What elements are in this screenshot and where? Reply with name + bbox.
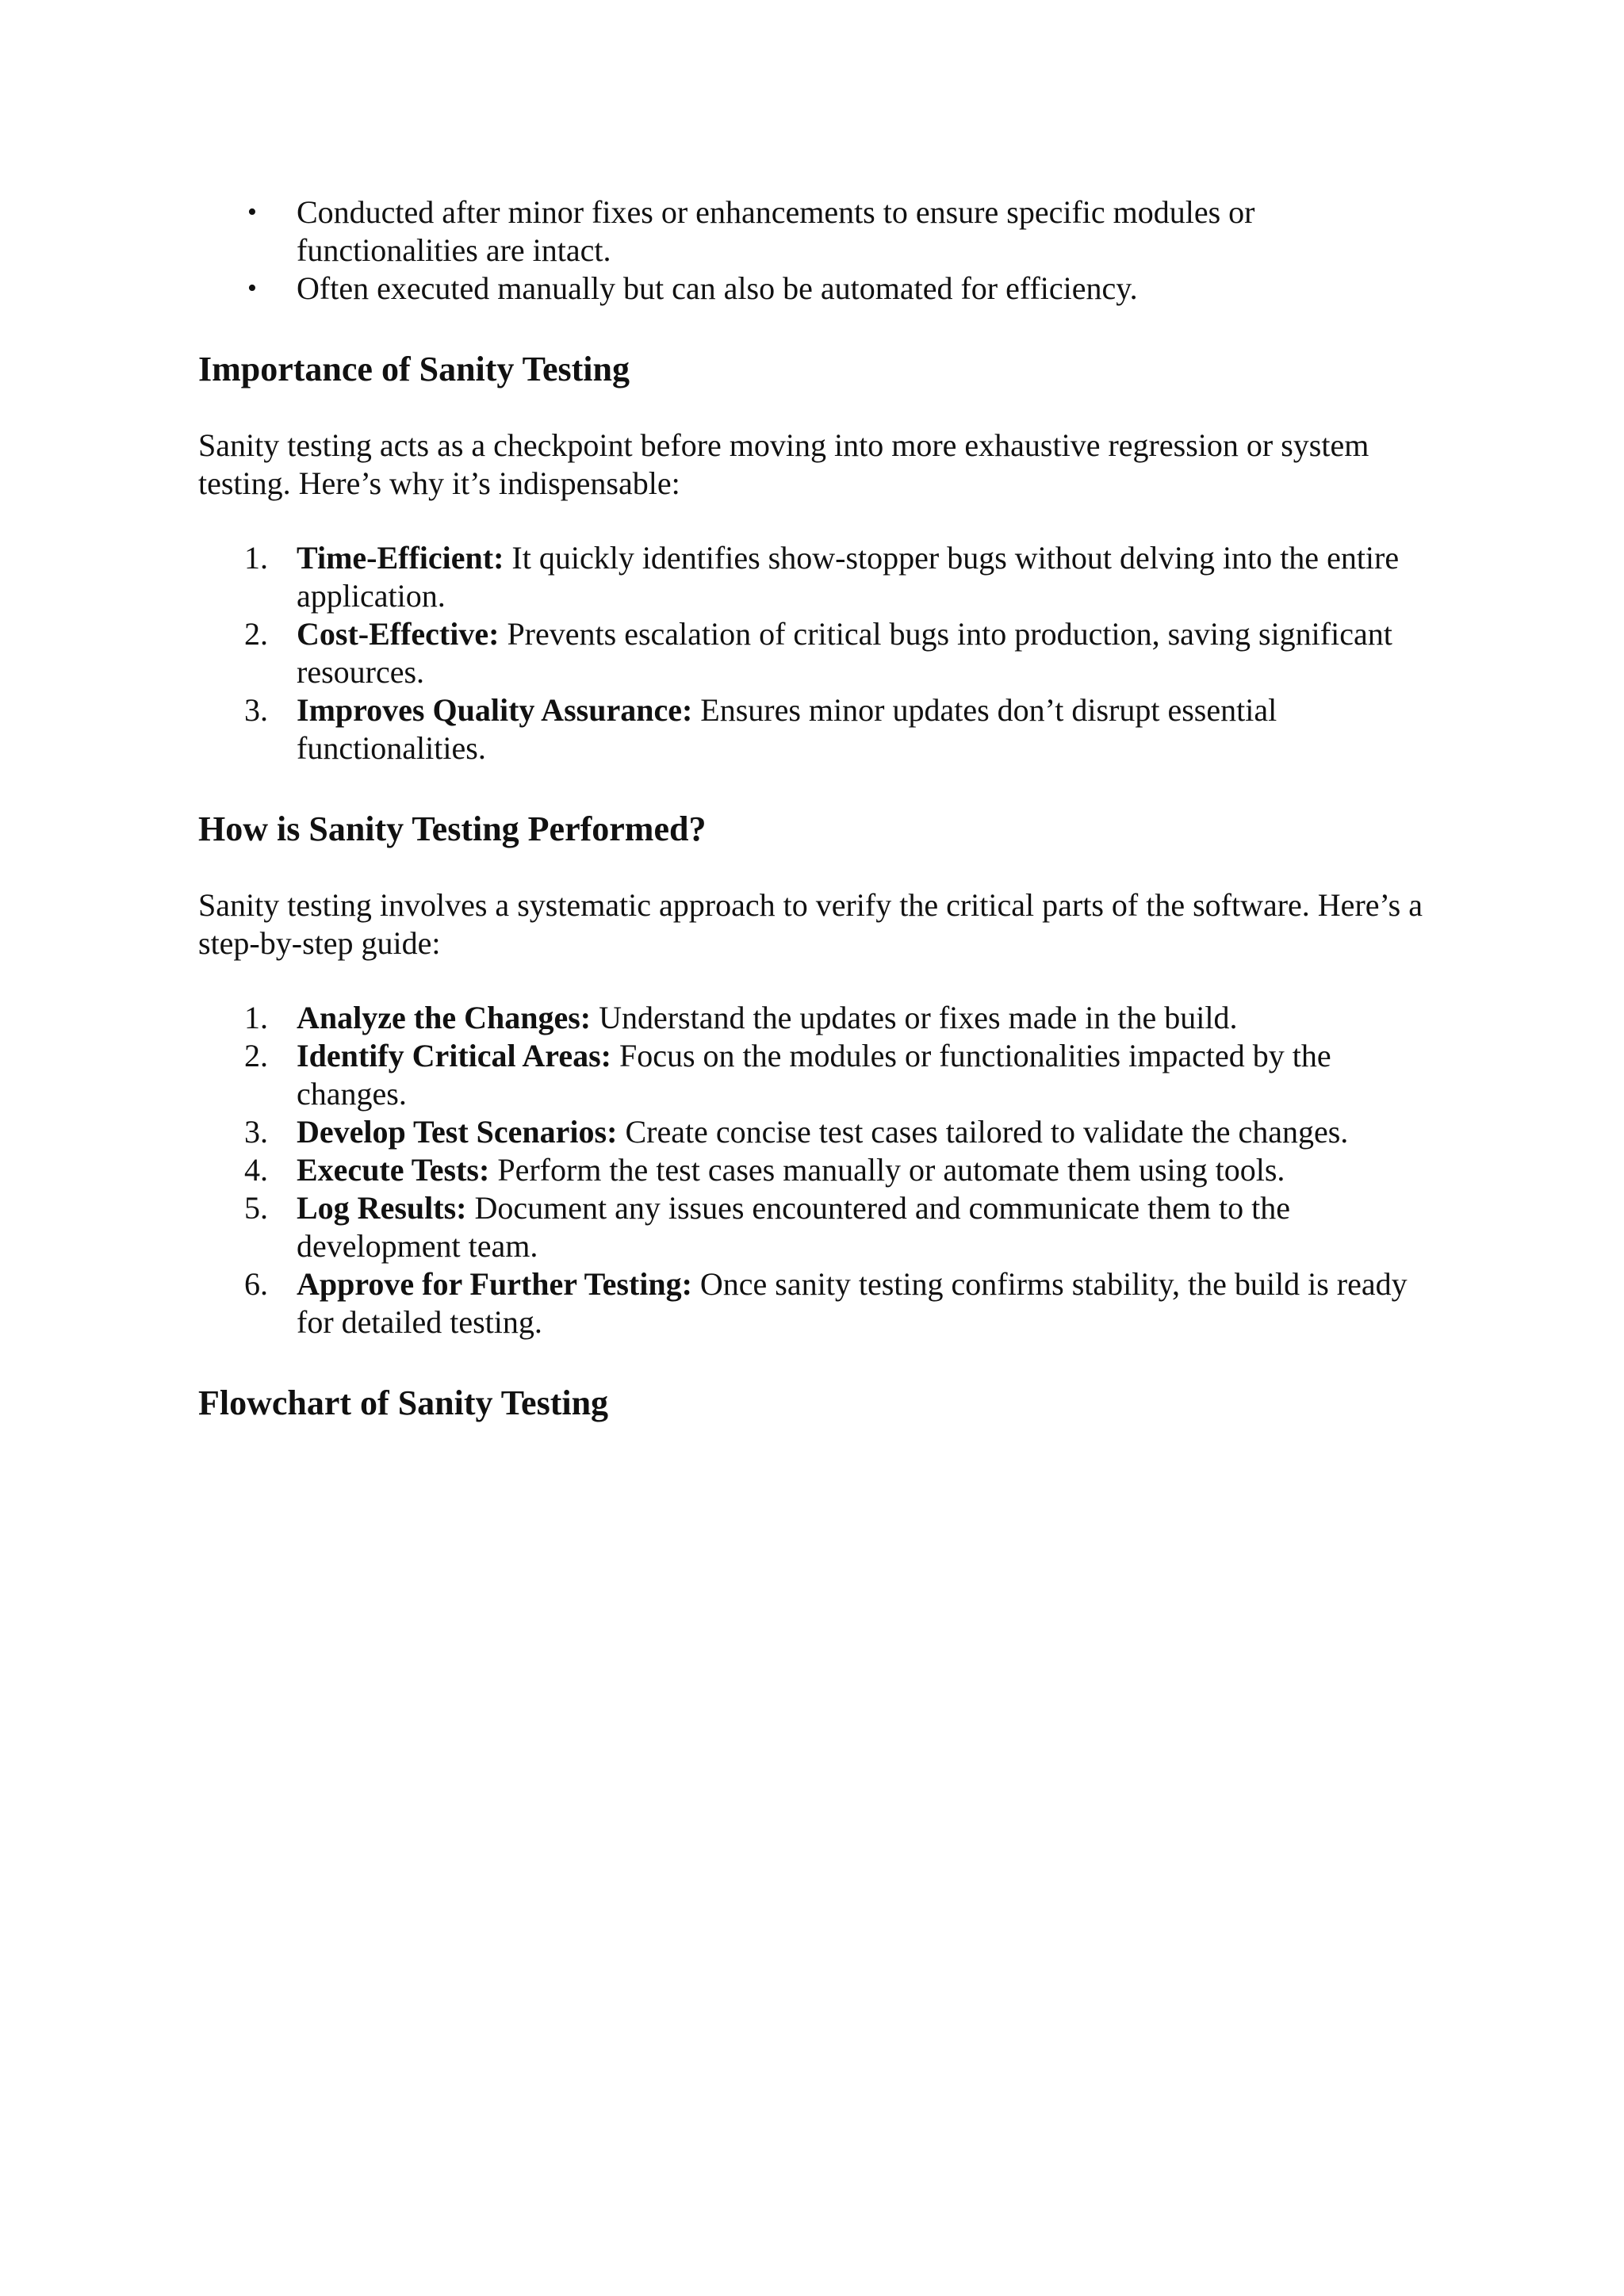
bullet-icon: •	[247, 197, 257, 227]
item-number: 5.	[244, 1190, 268, 1226]
list-item	[198, 1265, 1435, 1341]
list-item	[198, 193, 1435, 270]
bullet-icon: •	[247, 274, 257, 303]
list-item	[198, 1189, 1435, 1265]
item-lead: Cost-Effective:	[297, 616, 500, 652]
item-number: 2.	[244, 1038, 268, 1073]
performed-paragraph: Sanity testing involves a systematic approach to verify the critical parts of the software. Here’s a step-by-step guide:	[198, 887, 1423, 961]
item-number: 1.	[244, 1000, 268, 1035]
item-number: 6.	[244, 1266, 268, 1302]
list-item	[198, 270, 1435, 308]
intro-bullet-list	[198, 193, 1435, 308]
flowchart-heading: Flowchart of Sanity Testing	[198, 1383, 609, 1422]
item-lead: Execute Tests:	[297, 1152, 490, 1188]
item-text: Prevents escalation of critical bugs into production, saving significant resources.	[297, 616, 1392, 690]
list-item	[198, 691, 1435, 767]
list-item	[198, 1113, 1435, 1151]
item-lead: Log Results:	[297, 1190, 467, 1226]
bullet-text: Often executed manually but can also be automated for efficiency.	[297, 270, 1138, 306]
item-text: Understand the updates or fixes made in the build.	[591, 1000, 1238, 1035]
item-number: 4.	[244, 1152, 268, 1188]
list-item	[198, 999, 1435, 1037]
page-content	[198, 193, 1435, 1424]
importance-list	[198, 539, 1435, 767]
bullet-text: Conducted after minor fixes or enhancements to ensure specific modules or functionalities are intact.	[297, 194, 1255, 268]
item-lead: Develop Test Scenarios:	[297, 1114, 618, 1150]
item-text: Create concise test cases tailored to validate the changes.	[617, 1114, 1349, 1150]
item-text: Perform the test cases manually or automate them using tools.	[489, 1152, 1285, 1188]
item-number: 1.	[244, 540, 268, 576]
item-number: 3.	[244, 1114, 268, 1150]
item-lead: Improves Quality Assurance:	[297, 692, 693, 728]
item-text: Once sanity testing confirms stability, the build is ready for detailed testing.	[297, 1266, 1408, 1340]
item-lead: Analyze the Changes:	[297, 1000, 592, 1035]
list-item	[198, 1037, 1435, 1113]
performed-heading: How is Sanity Testing Performed?	[198, 809, 707, 848]
importance-paragraph: Sanity testing acts as a checkpoint before moving into more exhaustive regression or system testing. Here’s why it’s indispensable:	[198, 427, 1369, 501]
list-item	[198, 539, 1435, 615]
performed-steps-list	[198, 999, 1435, 1341]
list-item	[198, 615, 1435, 691]
item-text: Ensures minor updates don’t disrupt essential functionalities.	[297, 692, 1277, 766]
item-text: Focus on the modules or functionalities impacted by the changes.	[297, 1038, 1331, 1112]
item-lead: Identify Critical Areas:	[297, 1038, 611, 1073]
item-lead: Time-Efficient:	[297, 540, 504, 576]
item-number: 3.	[244, 692, 268, 728]
importance-heading: Importance of Sanity Testing	[198, 350, 630, 388]
item-lead: Approve for Further Testing:	[297, 1266, 692, 1302]
item-number: 2.	[244, 616, 268, 652]
list-item	[198, 1151, 1435, 1189]
item-text: Document any issues encountered and communicate them to the development team.	[297, 1190, 1291, 1264]
item-text: It quickly identifies show-stopper bugs without delving into the entire application.	[297, 540, 1400, 614]
